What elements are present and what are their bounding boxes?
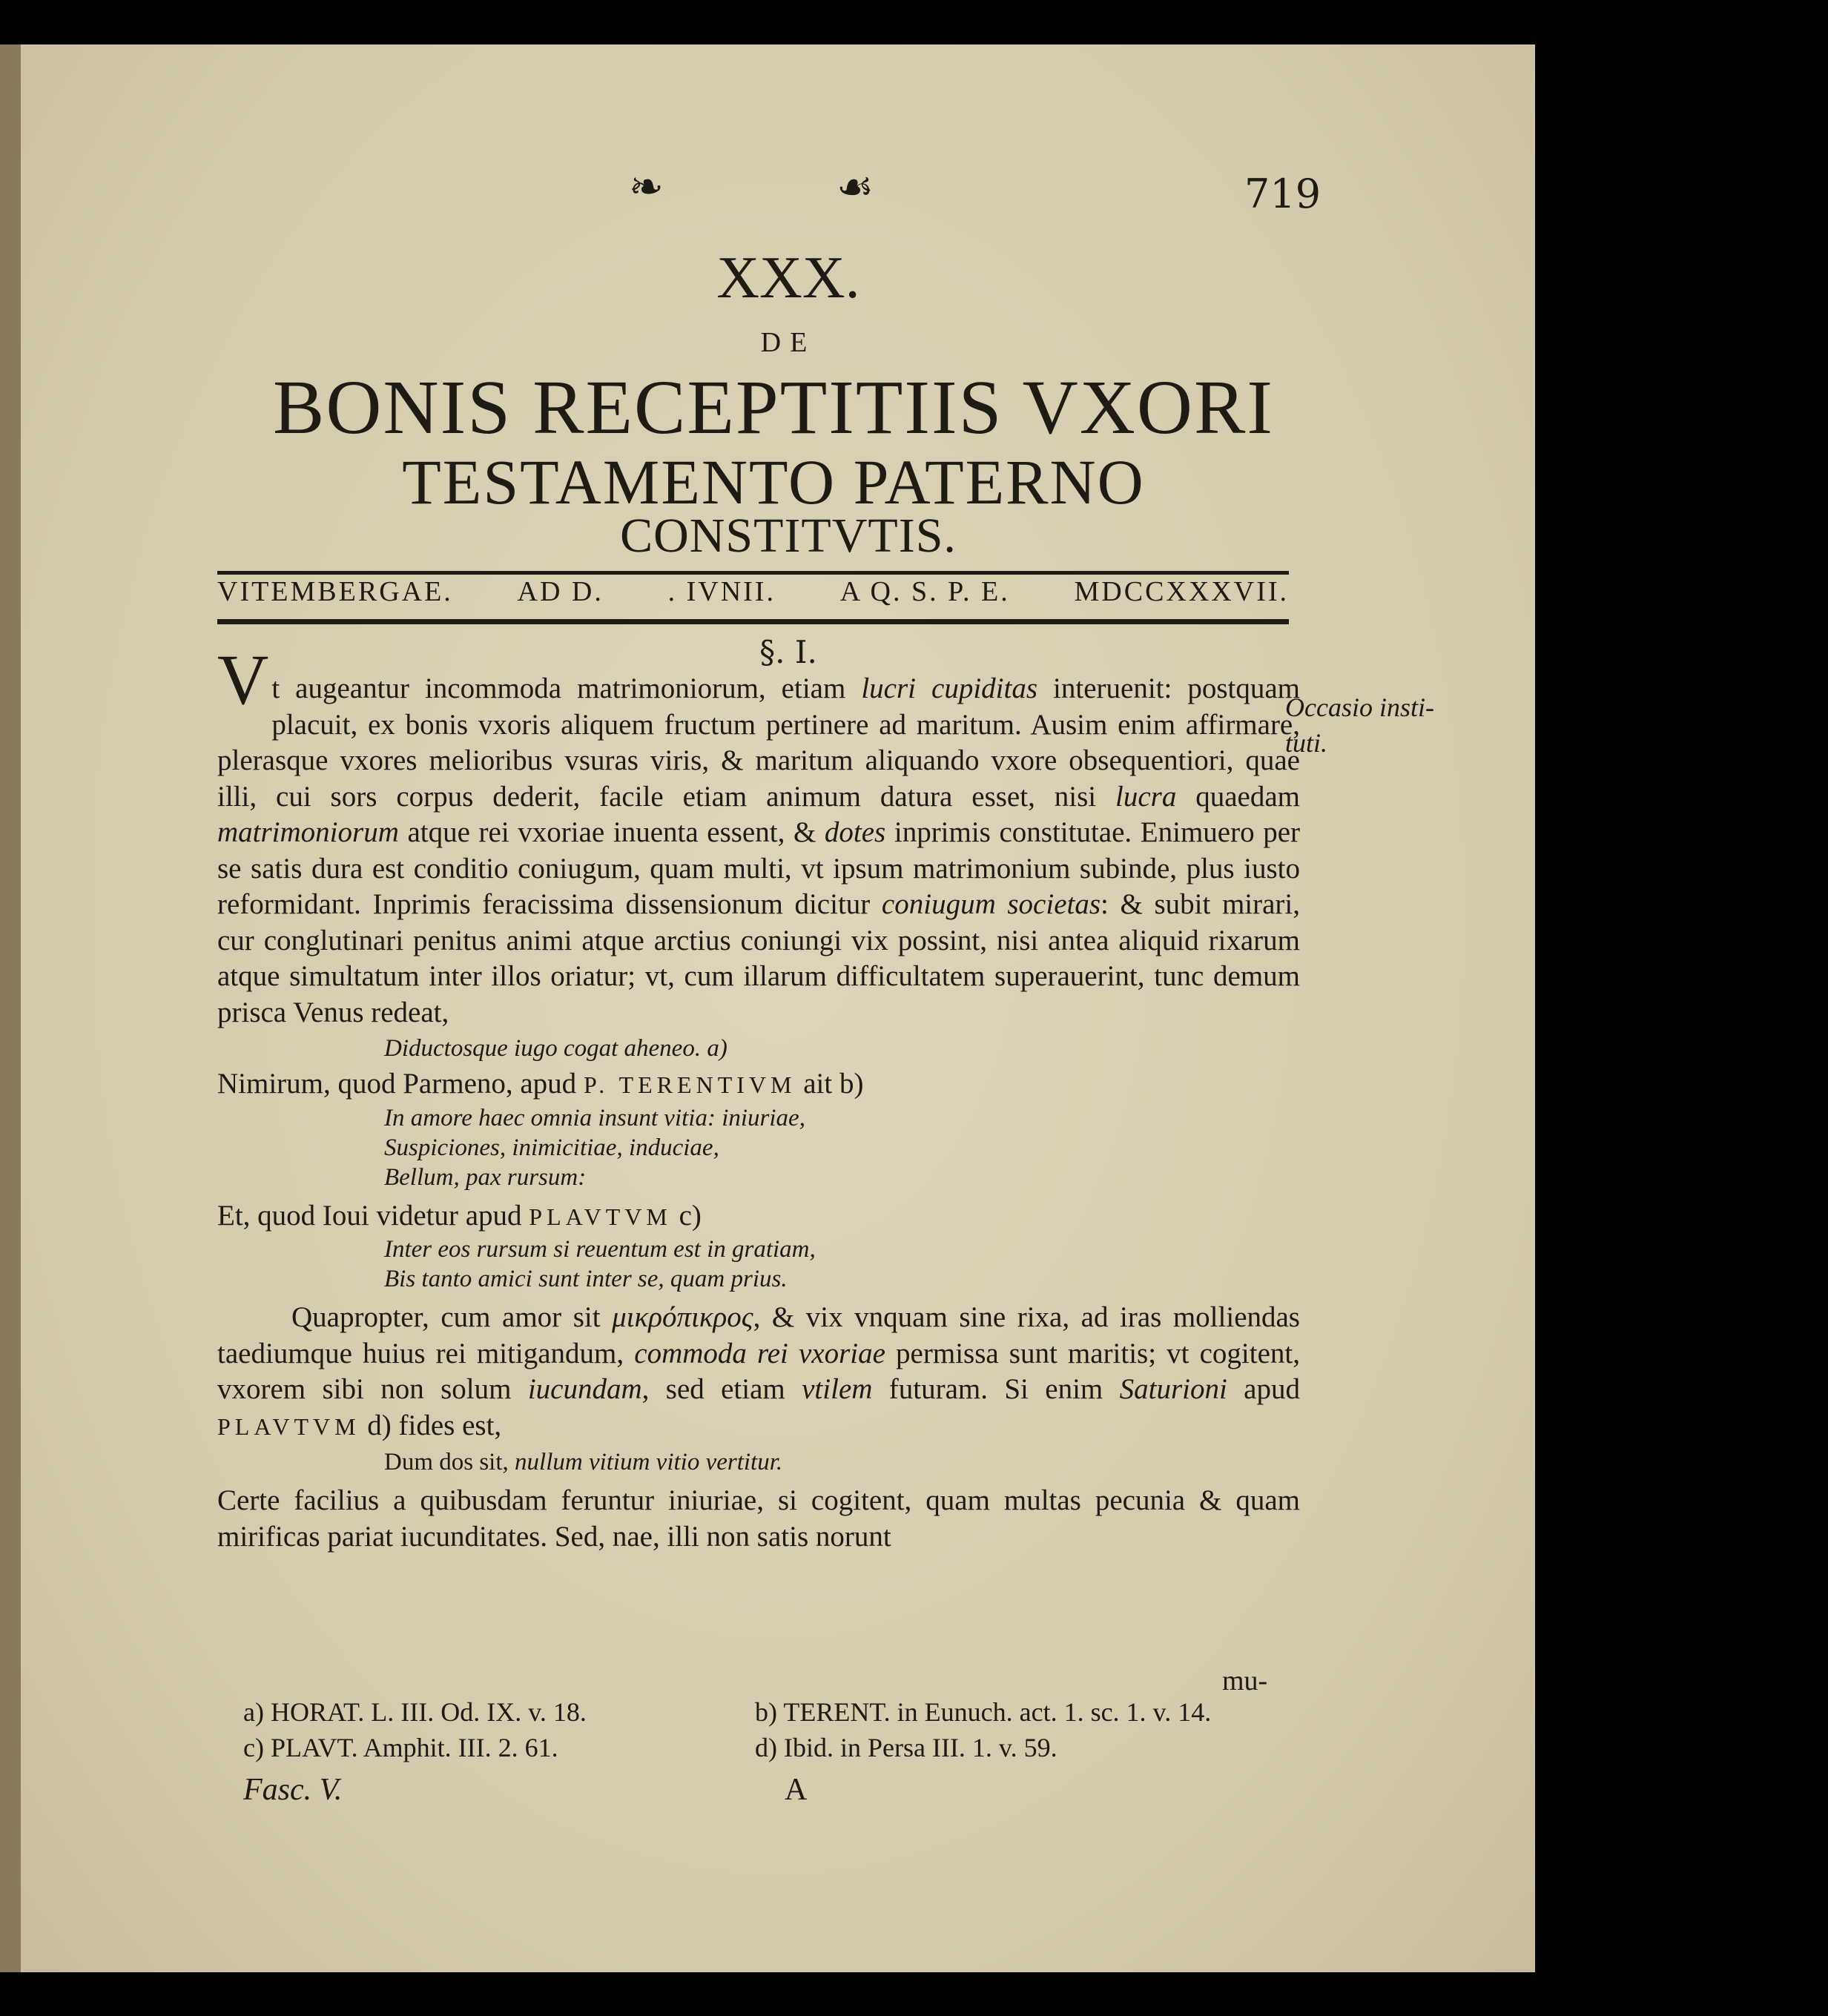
paragraph-5: Certe facilius a quibusdam feruntur iniuriae, si cogitent, quam multas pecunia & quam mirificas pariat iucunditates. Sed, nae, illi non satis norunt xyxy=(217,1484,1300,1553)
title-preposition: DE xyxy=(760,327,816,358)
footnote-b: b) TERENT. in Eunuch. act. 1. sc. 1. v. 14. xyxy=(755,1697,1212,1727)
page-number: 719 xyxy=(1244,171,1321,217)
signature-letter: A xyxy=(785,1773,808,1807)
dateline-ad: AD D. xyxy=(517,576,604,607)
footnotes xyxy=(243,1694,1326,1765)
drop-cap: V xyxy=(217,640,269,719)
paragraph-3: Et, quod Ioui videtur apud PLAVTVM c) xyxy=(217,1199,702,1232)
document-number: XXX. xyxy=(716,245,860,311)
rule-top xyxy=(217,571,1289,575)
title-line-2: TESTAMENTO PATERNO xyxy=(402,446,1145,518)
paragraph-1: Vt augeantur incommoda matrimoniorum, etiam lucri cupiditas interuenit: postquam placuit, ex bonis vxoris aliquem fructum pertinere ad maritum. Ausim enim affirmare, plerasque vxores melioribus vsuras viris, & maritum aliquando vxore obsequentiori, quae illi, cui sors corpus dederit, facile etiam animum datura esset, nisi lucra quaedam matrimoniorum atque rei vxoriae inuenta essent, & dotes inprimis constitutae. Enimuero per se satis dura est conditio coniugum, quam multi, vt ipsum matrimonium subinde, plus iusto reformidant. Inprimis feracissima dissensionum dicitur coniugum societas: & subit mirari, cur conglutinari penitus animi atque arctius coniungi vix possint, nisi antea aliquid rixarum atque simultatum inter illos oriatur; vt, cum illarum difficultatem superauerint, tunc demum prisca Venus redeat, xyxy=(217,640,1301,1028)
verse-quote-1: Diductosque iugo cogat aheneo. a) xyxy=(384,1035,727,1062)
verse-quote-4: Dum dos sit, nullum vitium vitio vertitur. xyxy=(384,1449,783,1475)
dateline-place: VITEMBERGAE. xyxy=(217,576,453,607)
margin-note xyxy=(1285,690,1456,761)
margin-note-line-1: Occasio insti- xyxy=(1285,693,1434,722)
body-text xyxy=(217,640,1301,1555)
footnote-c: c) PLAVT. Amphit. III. 2. 61. xyxy=(243,1733,558,1762)
title-line-3: CONSTITVTIS. xyxy=(620,509,957,563)
section-mark: §. I. xyxy=(759,634,817,670)
fascicle-mark: Fasc. V. xyxy=(243,1773,343,1807)
verse-quote-3: Inter eos rursum si reuentum est in gratiam, Bis tanto amici sunt inter se, quam prius. xyxy=(384,1236,816,1292)
header-ornament-left: ❧ xyxy=(629,163,665,211)
paragraph-2: Nimirum, quod Parmeno, apud P. TERENTIVM ait b) xyxy=(217,1068,864,1100)
dateline xyxy=(217,575,1289,608)
catchword: mu- xyxy=(1222,1665,1268,1696)
header-ornament-right: ☙ xyxy=(837,163,876,211)
dateline-month: . IVNII. xyxy=(667,576,776,607)
title-line-1: BONIS RECEPTITIIS VXORI xyxy=(273,365,1274,450)
verse-quote-2: In amore haec omnia insunt vitia: iniuriae, Suspiciones, inimicitiae, induciae, Bellum, pax rursum: xyxy=(384,1104,805,1191)
footnote-a: a) HORAT. L. III. Od. IX. v. 18. xyxy=(243,1697,587,1727)
dateline-formula: A Q. S. P. E. xyxy=(839,576,1010,607)
book-page xyxy=(0,44,1535,1972)
margin-note-line-2: tuti. xyxy=(1285,728,1328,758)
footnote-d: d) Ibid. in Persa III. 1. v. 59. xyxy=(755,1733,1057,1762)
paragraph-4: Quapropter, cum amor sit μικρόπικρος, & vix vnquam sine rixa, ad iras molliendas taediumque huius rei mitigandum, commoda rei vxoriae permissa sunt maritis; vt cogitent, vxorem sibi non solum iucundam, sed etiam vtilem futuram. Si enim Saturioni apud PLAVTVM d) fides est, xyxy=(217,1301,1301,1441)
rule-bottom xyxy=(217,619,1289,624)
dateline-year: MDCCXXXVII. xyxy=(1074,576,1289,607)
